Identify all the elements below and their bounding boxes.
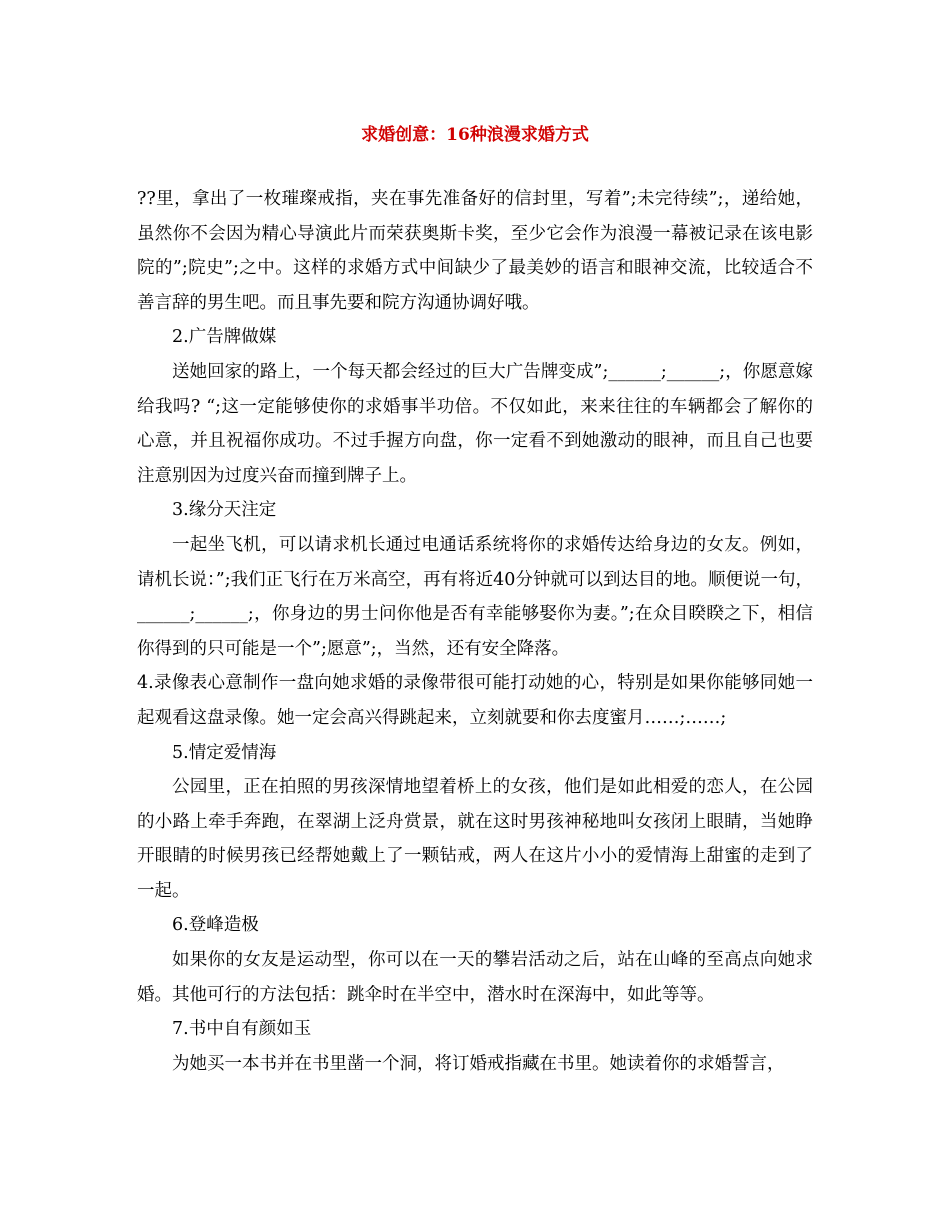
paragraph: ??里，拿出了一枚璀璨戒指，夹在事先准备好的信封里，写着”;未完待续”;，递给她，虽然你不会因为精心导演此片而荣获奥斯卡奖，至少它会作为浪漫一幕被记录在该电影院的”;院史”;之中。这样的求婚方式中间缺少了最美妙的语言和眼神交流，比较适合不善言辞的男生吧。而且事先要和院方沟通协调好哦。 [137, 189, 813, 313]
section-heading: 3.缘分天注定 [172, 500, 277, 521]
section-heading: 7.书中自有颜如玉 [172, 1019, 312, 1040]
paragraph: 4.录像表心意制作一盘向她求婚的录像带很可能打动她的心，特别是如果你能够同她一起观看这盘录像。她一定会高兴得跳起来，立刻就要和你去度蜜月……;……; [137, 673, 813, 728]
paragraph: 如果你的女友是运动型，你可以在一天的攀岩活动之后，站在山峰的至高点向她求婚。其他可行的方法包括：跳伞时在半空中，潜水时在深海中，如此等等。 [137, 950, 813, 1005]
paragraph: 为她买一本书并在书里凿一个洞，将订婚戒指藏在书里。她读着你的求婚誓言， [172, 1053, 785, 1074]
section-heading: 6.登峰造极 [172, 915, 259, 936]
section-heading: 2.广告牌做媒 [172, 327, 277, 348]
paragraph: 送她回家的路上，一个每天都会经过的巨大广告牌变成”;______;______;，你愿意嫁给我吗? “;这一定能够使你的求婚事半功倍。不仅如此，来来往往的车辆都会了解你的心意，并且祝福你成功。不过手握方向盘，你一定看不到她激动的眼神，而且自己也要注意别因为过度兴奋而撞到牌子上。 [137, 361, 813, 486]
document-title: 求婚创意：16种浪漫求婚方式 [361, 125, 589, 145]
paragraph: 一起坐飞机，可以请求机长通过电通话系统将你的求婚传达给身边的女友。例如，请机长说：”;我们正飞行在万米高空，再有将近40分钟就可以到达目的地。顺便说一句，______;______;，你身边的男士问你他是否有幸能够娶你为妻。”;在众目睽睽之下，相信你得到的只可能是一个”;愿意”;，当然，还有安全降落。 [137, 534, 813, 659]
document-body [137, 182, 813, 1081]
section-heading: 5.情定爱情海 [172, 742, 277, 763]
paragraph: 公园里，正在拍照的男孩深情地望着桥上的女孩，他们是如此相爱的恋人，在公园的小路上牵手奔跑，在翠湖上泛舟赏景，就在这时男孩神秘地叫女孩闭上眼睛，当她睁开眼睛的时候男孩已经帮她戴上了一颗钻戒，两人在这片小小的爱情海上甜蜜的走到了一起。 [137, 777, 813, 901]
